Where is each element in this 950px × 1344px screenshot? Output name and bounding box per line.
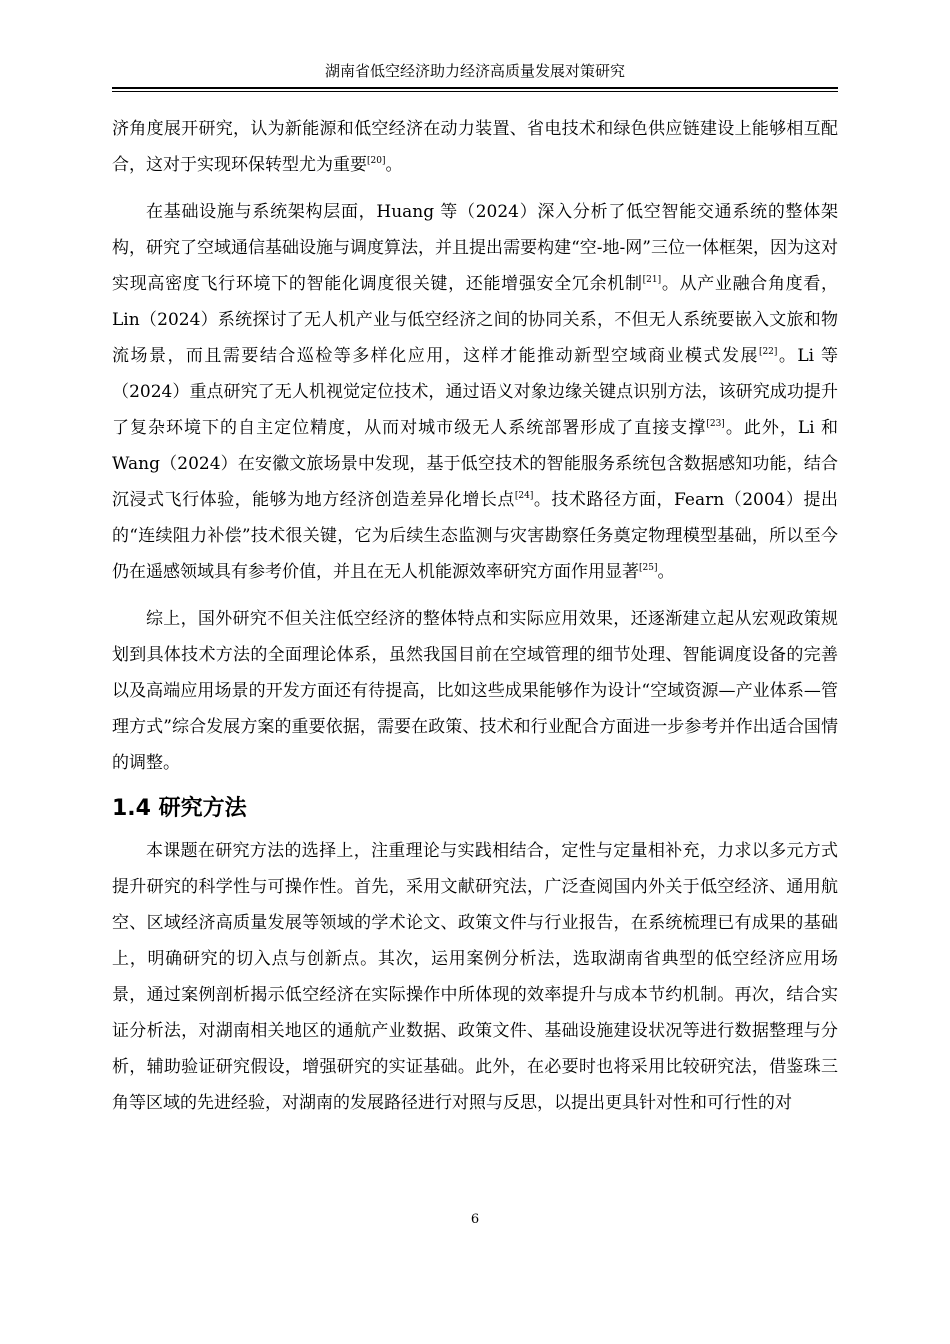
citation-ref: [21] (642, 275, 662, 285)
paragraph-foreign-research (112, 194, 838, 590)
running-header: 湖南省低空经济助力经济高质量发展对策研究 (324, 62, 625, 80)
paragraph-continuation (112, 111, 838, 183)
citation-ref: [23] (706, 419, 725, 429)
paragraph-methods (112, 833, 838, 1121)
page-body (112, 111, 838, 1121)
text-segment: 。从产业融合角度看，Lin（2024）系统探讨了无人机产业与低空经济之间的协同关系，不但无人系统要嵌入文旅和物流场景，而且需要结合巡检等多样化应用，这样才能推动新型空域商业模式发展 (112, 274, 839, 366)
section-heading: 1.4 研究方法 (112, 796, 247, 821)
page-number: 6 (470, 1212, 480, 1227)
text-segment: 在基础设施与系统架构层面，Huang 等（2024）深入分析了低空智能交通系统的整体架构，研究了空域通信基础设施与调度算法，并且提出需要构建“空-地-网”三位一体框架，因为这对实现高密度飞行环境下的智能化调度很关键，还能增强安全冗余机制 (112, 202, 838, 294)
header-rule-thick (112, 87, 838, 89)
text-segment: 本课题在研究方法的选择上，注重理论与实践相结合，定性与定量相补充，力求以多元方式提升研究的科学性与可操作性。首先，采用文献研究法，广泛查阅国内外关于低空经济、通用航空、区域经济高质量发展等领域的学术论文、政策文件与行业报告，在系统梳理已有成果的基础上，明确研究的切入点与创新点。其次，运用案例分析法，选取湖南省典型的低空经济应用场景，通过案例剖析揭示低空经济在实际操作中所体现的效率提升与成本节约机制。再次，结合实证分析法，对湖南相关地区的通航产业数据、政策文件、基础设施建设状况等进行数据整理与分析，辅助验证研究假设，增强研究的实证基础。此外，在必要时也将采用比较研究法，借鉴珠三角等区域的先进经验，对湖南的发展路径进行对照与反思，以提出更具针对性和可行性的对 (112, 841, 838, 1113)
citation-ref: [20] (367, 156, 386, 166)
text-segment: 。Li 等（2024）重点研究了无人机视觉定位技术，通过语义对象边缘关键点识别方法，该研究成功提升了复杂环境下的自主定位精度，从而对城市级无人系统部署形成了直接支撑 (112, 346, 839, 438)
text-segment: 济角度展开研究，认为新能源和低空经济在动力装置、省电技术和绿色供应链建设上能够相互配合，这对于实现环保转型尤为重要 (112, 119, 838, 175)
citation-ref: [22] (758, 347, 778, 357)
text-segment: 。 (385, 155, 403, 175)
paragraph-summary (112, 601, 838, 781)
citation-ref: [24] (514, 491, 534, 501)
header-rule-thin (112, 91, 838, 92)
citation-ref: [25] (639, 563, 658, 573)
text-segment: 。此外，Li 和 Wang（2024）在安徽文旅场景中发现，基于低空技术的智能服务系统包含数据感知功能，结合沉浸式飞行体验，能够为地方经济创造差异化增长点 (112, 418, 838, 510)
text-segment: 。技术路径方面，Fearn（2004）提出的“连续阻力补偿”技术很关键，它为后续生态监测与灾害勘察任务奠定物理模型基础，所以至今仍在遥感领域具有参考价值，并且在无人机能源效率研究方面作用显著 (112, 490, 839, 582)
text-segment: 综上，国外研究不但关注低空经济的整体特点和实际应用效果，还逐渐建立起从宏观政策规划到具体技术方法的全面理论体系，虽然我国目前在空域管理的细节处理、智能调度设备的完善以及高端应用场景的开发方面还有待提高，比如这些成果能够作为设计“空域资源—产业体系—管理方式”综合发展方案的重要依据，需要在政策、技术和行业配合方面进一步参考并作出适合国情的调整。 (112, 609, 838, 773)
text-segment: 。 (657, 562, 675, 582)
